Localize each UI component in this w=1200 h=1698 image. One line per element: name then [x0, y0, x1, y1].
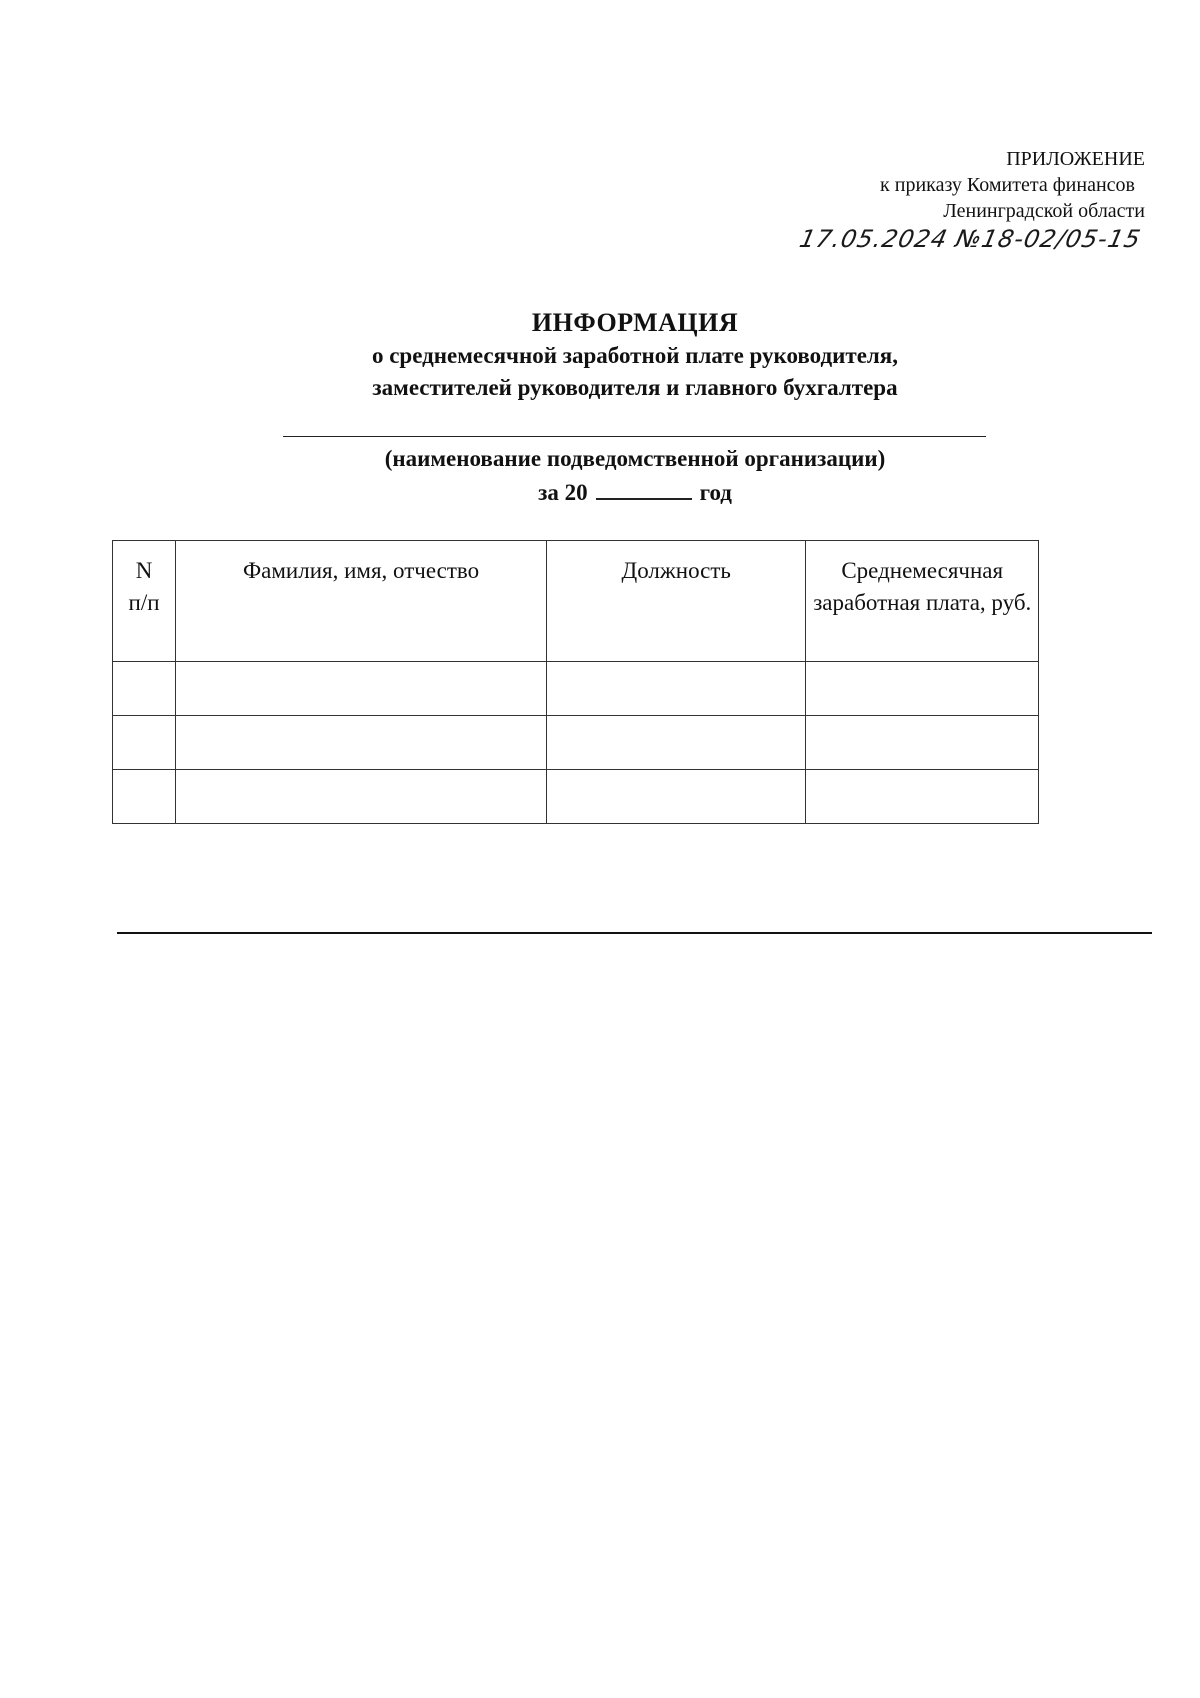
appendix-region-line: Ленинградской области	[943, 200, 1145, 222]
footer-separator-line	[117, 932, 1152, 934]
column-header-number: N п/п	[113, 541, 176, 662]
column-header-full-name: Фамилия, имя, отчество	[176, 541, 547, 662]
table-cell[interactable]	[806, 662, 1039, 716]
table-cell[interactable]	[176, 716, 547, 770]
year-prefix: за 20	[538, 480, 588, 505]
table-cell[interactable]	[176, 662, 547, 716]
table-cell[interactable]	[113, 770, 176, 824]
appendix-block	[797, 146, 1145, 253]
year-line	[0, 477, 1200, 509]
organization-caption: (наименование подведомственной организации)	[384, 446, 886, 471]
column-header-average-salary: Среднемесячная заработная плата, руб.	[806, 541, 1039, 662]
table-cell[interactable]	[546, 770, 806, 824]
year-blank-line	[596, 478, 692, 500]
document-title: ИНФОРМАЦИЯ	[531, 308, 739, 337]
table-cell[interactable]	[546, 716, 806, 770]
appendix-order-line: к приказу Комитета финансов	[880, 174, 1135, 196]
table-row	[113, 662, 1039, 716]
table-row	[113, 716, 1039, 770]
table-cell[interactable]	[176, 770, 547, 824]
organization-name-blank-line	[283, 436, 986, 437]
table-header-row	[113, 541, 1039, 662]
appendix-label: ПРИЛОЖЕНИЕ	[1006, 148, 1145, 170]
table-cell[interactable]	[113, 662, 176, 716]
table-cell[interactable]	[806, 770, 1039, 824]
year-suffix: год	[699, 480, 732, 505]
handwritten-order-reference: 17.05.2024 №18-02/05-15	[797, 225, 1144, 253]
document-subtitle-line-1: о среднемесячной заработной плате руководителя,	[371, 343, 899, 368]
document-subtitle-line-2: заместителей руководителя и главного бухгалтера	[372, 375, 898, 400]
title-block	[0, 306, 1200, 404]
table-row	[113, 770, 1039, 824]
column-header-position: Должность	[546, 541, 806, 662]
table-cell[interactable]	[546, 662, 806, 716]
table-cell[interactable]	[113, 716, 176, 770]
table-cell[interactable]	[806, 716, 1039, 770]
salary-table	[112, 540, 1039, 824]
